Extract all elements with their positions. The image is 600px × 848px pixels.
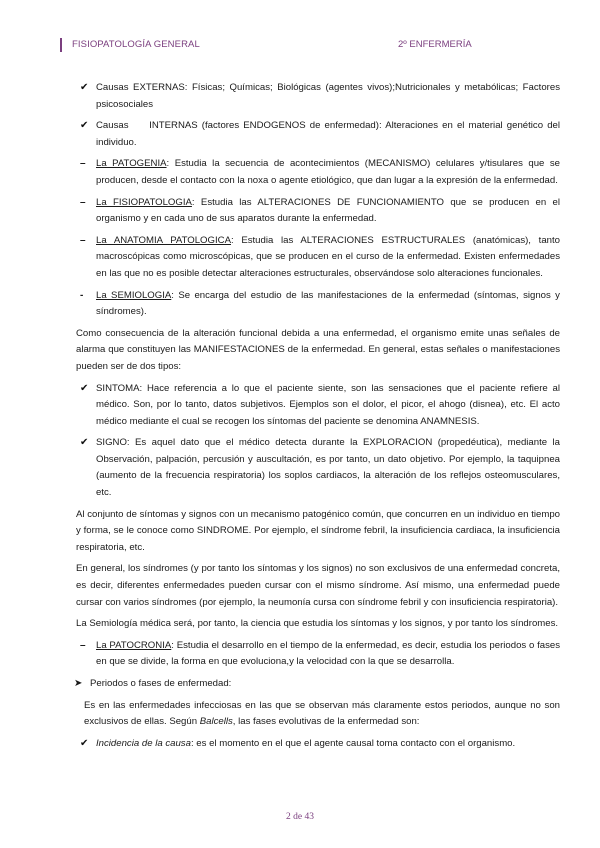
checkmark-icon: ✔	[80, 437, 89, 449]
paragraph-infecciosas: Es en las enfermedades infecciosas en las que se observan más claramente estos periodos, aunque no son exclusivos de ellas. Según Balcells, las fases evolutivas de la enfermedad son:	[84, 699, 560, 728]
dash-bullet-icon: –	[80, 196, 86, 208]
list-item-fisiopatologia: – La FISIOPATOLOGIA: Estudia las ALTERACIONES DE FUNCIONAMIENTO que se producen en el organismo y en cada uno de sus aparatos durante la enfermedad.	[80, 196, 560, 225]
list-item-patocronia: – La PATOCRONIA: Estudia el desarrollo en el tiempo de la enfermedad, es decir, estudia los periodos o fases en que se divide, la forma en que evoluciona,y la velocidad con la que se desarrolla.	[80, 639, 560, 668]
checkmark-icon: ✔	[80, 737, 89, 749]
list-item-semiologia: - La SEMIOLOGIA: Se encarga del estudio de las manifestaciones de la enfermedad (síntomas, signos y síndromes).	[80, 289, 560, 318]
dash-bullet-icon: -	[80, 289, 84, 301]
heading-periodos: ➤ Periodos o fases de enfermedad:	[76, 676, 560, 693]
page-header	[60, 36, 540, 56]
dash-bullet-icon: –	[80, 158, 86, 170]
header-course-title: FISIOPATOLOGÍA GENERAL	[72, 39, 200, 50]
list-item-patogenia: – La PATOGENIA: Estudia la secuencia de acontecimientos (MECANISMO) celulares y/tisulares que se producen, desde el contacto con la noxa o agente etiológico, que dan lugar a la expresión de la enfermedad.	[80, 158, 560, 186]
list-item-signo: ✔ SIGNO: Es aquel dato que el médico detecta durante la EXPLORACION (propedéutica), mediante la Observación, palpación, percusión y auscultación, es por tanto, un dato objetivo. Por ejemplo, la taquipnea (aumento de la frecuencia respiratoria) los soplos cardiacos, la alteración de los reflejos osteomusculares, etc.	[80, 437, 560, 499]
checkmark-icon: ✔	[80, 82, 89, 93]
list-item-incidencia: ✔ Incidencia de la causa: es el momento en el que el agente causal toma contacto con el organismo.	[76, 736, 560, 753]
paragraph-consecuencia: Como consecuencia de la alteración funcional debida a una enfermedad, el organismo emite unas señales de alarma que constituyen las MANIFESTACIONES de la enfermedad. En general, estas señales o manifestaciones pueden ser de dos tipos:	[76, 327, 560, 372]
header-degree-year: 2º ENFERMERÍA	[398, 39, 472, 50]
list-item-causas-internas: ✔ Causas INTERNAS (factores ENDOGENOS de enfermedad): Alteraciones en el material genético del individuo.	[80, 120, 563, 148]
paragraph-sindrome: Al conjunto de síntomas y signos con un mecanismo patogénico común, que concurren en un individuo en tiempo y forma, se le conoce como SINDROME. Por ejemplo, el síndrome febril, la insuficiencia cardiaca, la insuficiencia respiratoria, etc.	[76, 508, 560, 553]
list-item-causas-externas: ✔ Causas EXTERNAS: Físicas; Químicas; Biológicas (agentes vivos);Nutricionales y metabólicas; Factores psicosociales	[80, 82, 560, 110]
list-item-sintoma: ✔ SINTOMA: Hace referencia a lo que el paciente siente, son las sensaciones que el paciente refiere al médico. Son, por lo tanto, datos subjetivos. Ejemplos son el dolor, el picor, el ahogo (disnea), etc. El acto médico mediante el cual se recogen los síntomas del paciente se denomina ANAMNESIS.	[80, 382, 560, 427]
paragraph-general: En general, los síndromes (y por tanto los síntomas y los signos) no son exclusivos de una enfermedad concreta, es decir, diferentes enfermedades pueden cursar con el mismo síndrome. Así mismo, una enfermedad puede cursar con varios síndromes (por ejemplo, la neumonía cursa con síndrome febril y con insuficiencia respiratoria).	[76, 563, 560, 608]
page-number: 2 de 43	[286, 812, 314, 822]
list-item-anatomia-patologica: – La ANATOMIA PATOLOGICA: Estudia las ALTERACIONES ESTRUCTURALES (anatómicas), tanto macroscópicas como microscópicas, que se producen en el curso de la enfermedad. Existen enfermedades en las que no es posible detectar alteraciones estructurales, observándose solo alteraciones funcionales.	[80, 234, 560, 279]
document-body	[74, 80, 563, 752]
paragraph-semiologia-medica: La Semiología médica será, por tanto, la ciencia que estudia los síntomas y los signos, y por tanto los síndromes.	[76, 618, 559, 630]
checkmark-icon: ✔	[80, 120, 89, 132]
checkmark-icon: ✔	[80, 382, 89, 394]
header-accent-bar	[60, 38, 62, 52]
dash-bullet-icon: –	[80, 639, 86, 651]
dash-bullet-icon: –	[80, 234, 86, 246]
arrow-bullet-icon: ➤	[74, 678, 83, 689]
